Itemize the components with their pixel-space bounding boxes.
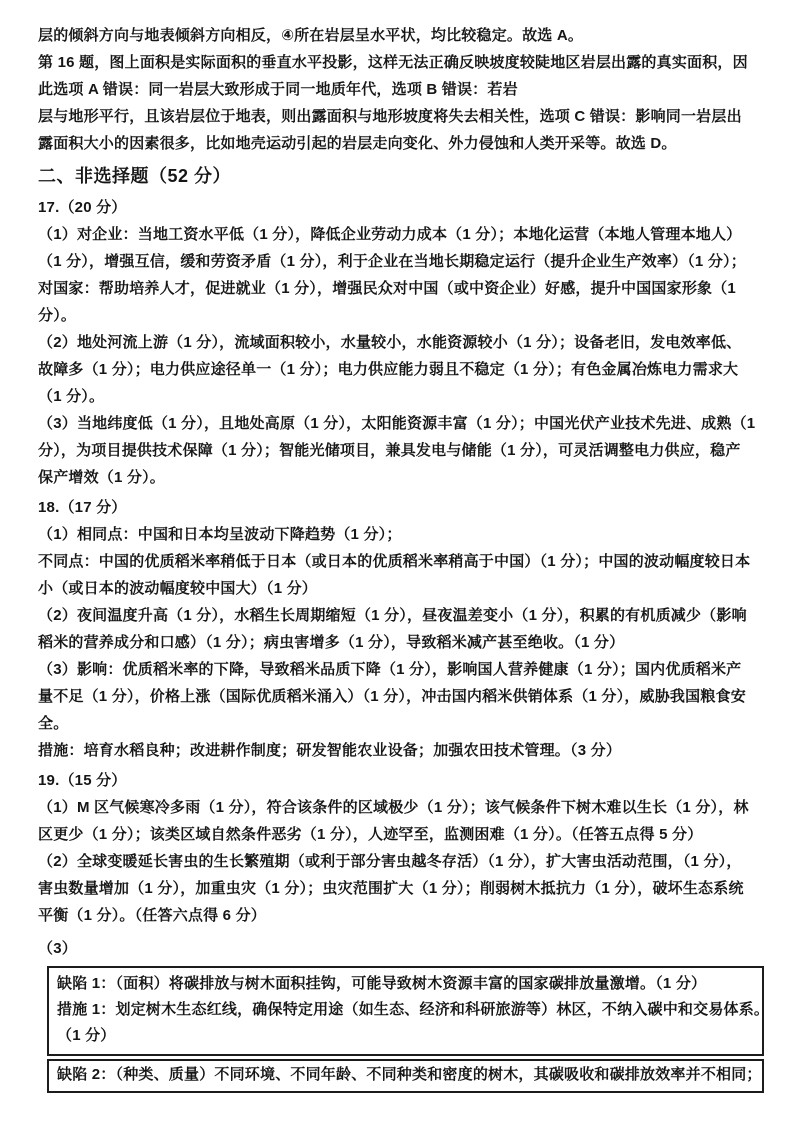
text-line: 层与地形平行，且该岩层位于地表，则出露面积与地形坡度将失去相关性，选项 C 错误：影响同一岩层出 bbox=[38, 108, 742, 125]
text-line: 露面积大小的因素很多，比如地壳运动引起的岩层走向变化、外力侵蚀和人类开采等。故选 D。 bbox=[38, 135, 677, 152]
text-line: 稻米的营养成分和口感）（1 分）；病虫害增多（1 分），导致稻米减产甚至绝收。（1 分） bbox=[38, 634, 625, 651]
text-line: 对国家：帮助培养人才，促进就业（1 分），增强民众对中国（或中资企业）好感，提升中国国家形象（1 bbox=[38, 280, 736, 297]
text-line: （3） bbox=[38, 940, 77, 957]
text-line: （2）夜间温度升高（1 分），水稻生长周期缩短（1 分），昼夜温差变小（1 分），积累的有机质减少（影响 bbox=[38, 607, 747, 624]
answer-table-row bbox=[47, 966, 770, 1056]
text-line: 不同点：中国的优质稻米率稍低于日本（或日本的优质稻米率稍高于中国）（1 分）；中国的波动幅度较日本 bbox=[38, 553, 751, 570]
text-line: 措施：培育水稻良种；改进耕作制度；研发智能农业设备；加强农田技术管理。（3 分） bbox=[38, 742, 622, 759]
paragraph-block bbox=[38, 22, 772, 157]
text-line: （2）地处河流上游（1 分），流域面积较小，水量较小，水能资源较小（1 分）；设备老旧，发电效率低、 bbox=[38, 334, 742, 351]
question-number-block bbox=[38, 767, 772, 794]
text-line: 分）。 bbox=[38, 307, 77, 324]
text-line: 二、非选择题（52 分） bbox=[38, 166, 232, 186]
answer-table-row bbox=[47, 1059, 764, 1093]
text-line: 保产增效（1 分）。 bbox=[38, 469, 166, 486]
text-line: （1 分），增强互信，缓和劳资矛盾（1 分），利于企业在当地长期稳定运行（提升企业生产效率）（1 分）； bbox=[38, 253, 746, 270]
question-number-block bbox=[38, 494, 772, 521]
text-line: 分），为项目提供技术保障（1 分）；智能光储项目，兼具发电与储能（1 分），可灵活调整电力供应，稳产 bbox=[38, 442, 741, 459]
text-line: 平衡（1 分）。（任答六点得 6 分） bbox=[38, 907, 266, 924]
text-line: （1 分）。 bbox=[38, 388, 105, 405]
section-heading-block bbox=[38, 161, 772, 191]
text-line: 害虫数量增加（1 分），加重虫灾（1 分）；虫灾范围扩大（1 分）；削弱树木抵抗力（1 分），破坏生态系统 bbox=[38, 880, 744, 897]
text-line: 量不足（1 分），价格上涨（国际优质稻米涌入）（1 分），冲击国内稻米供销体系（1 分），威胁我国粮食安 bbox=[38, 688, 746, 705]
document-body bbox=[38, 22, 772, 962]
text-line: 层的倾斜方向与地表倾斜方向相反，④所在岩层呈水平状，均比较稳定。故选 A。 bbox=[38, 27, 584, 44]
paragraph-block bbox=[38, 794, 772, 848]
text-line: 缺陷 2：（种类、质量）不同环境、不同年龄、不同种类和密度的树木，其碳吸收和碳排放效率并不相同； bbox=[57, 1066, 762, 1083]
text-line: （1）对企业：当地工资水平低（1 分），降低企业劳动力成本（1 分）；本地化运营（本地人管理本地人） bbox=[38, 226, 742, 243]
sub-question-label-block bbox=[38, 935, 772, 962]
text-line: （1）相同点：中国和日本均呈波动下降趋势（1 分）； bbox=[38, 526, 402, 543]
paragraph-block bbox=[38, 521, 772, 602]
text-line: （3）当地纬度低（1 分），且地处高原（1 分），太阳能资源丰富（1 分）；中国光伏产业技术先进、成熟（1 bbox=[38, 415, 756, 432]
text-line: 18.（17 分） bbox=[38, 499, 127, 516]
paragraph-block bbox=[38, 410, 772, 491]
question-number-block bbox=[38, 194, 772, 221]
text-line: 小（或日本的波动幅度较中国大）（1 分） bbox=[38, 580, 318, 597]
text-line: （1）M 区气候寒冷多雨（1 分），符合该条件的区域极少（1 分）；该气候条件下树木难以生长（1 分），林 bbox=[38, 799, 749, 816]
paragraph-block bbox=[38, 221, 772, 329]
text-line: （2）全球变暖延长害虫的生长繁殖期（或利于部分害虫越冬存活）（1 分），扩大害虫活动范围，（1 分）， bbox=[38, 853, 742, 870]
text-line: 措施 1：划定树木生态红线，确保特定用途（如生态、经济和科研旅游等）林区，不纳入碳中和交易体系。 bbox=[57, 1001, 770, 1018]
text-line: 全。 bbox=[38, 715, 69, 732]
text-line: 第 16 题，图上面积是实际面积的垂直水平投影，这样无法正确反映坡度较陡地区岩层出露的真实面积，因 bbox=[38, 54, 748, 71]
paragraph-block bbox=[38, 602, 772, 656]
text-line: 19.（15 分） bbox=[38, 772, 127, 789]
paragraph-block bbox=[38, 329, 772, 410]
text-line: 17.（20 分） bbox=[38, 199, 127, 216]
text-line: 此选项 A 错误：同一岩层大致形成于同一地质年代，选项 B 错误：若岩 bbox=[38, 81, 518, 98]
text-line: 缺陷 1：（面积）将碳排放与树木面积挂钩，可能导致树木资源丰富的国家碳排放量激增。（1 分） bbox=[57, 975, 707, 992]
text-line: 故障多（1 分）；电力供应途径单一（1 分）；电力供应能力弱且不稳定（1 分）；有色金属冶炼电力需求大 bbox=[38, 361, 739, 378]
text-line: 区更少（1 分）；该类区域自然条件恶劣（1 分），人迹罕至，监测困难（1 分）。（任答五点得 5 分） bbox=[38, 826, 703, 843]
paragraph-block bbox=[38, 737, 772, 764]
paragraph-block bbox=[38, 848, 772, 929]
text-line: （3）影响：优质稻米率的下降，导致稻米品质下降（1 分），影响国人营养健康（1 分）；国内优质稻米产 bbox=[38, 661, 742, 678]
answer-table bbox=[47, 966, 770, 1093]
paragraph-block bbox=[38, 656, 772, 737]
text-line: （1 分） bbox=[57, 1027, 116, 1044]
